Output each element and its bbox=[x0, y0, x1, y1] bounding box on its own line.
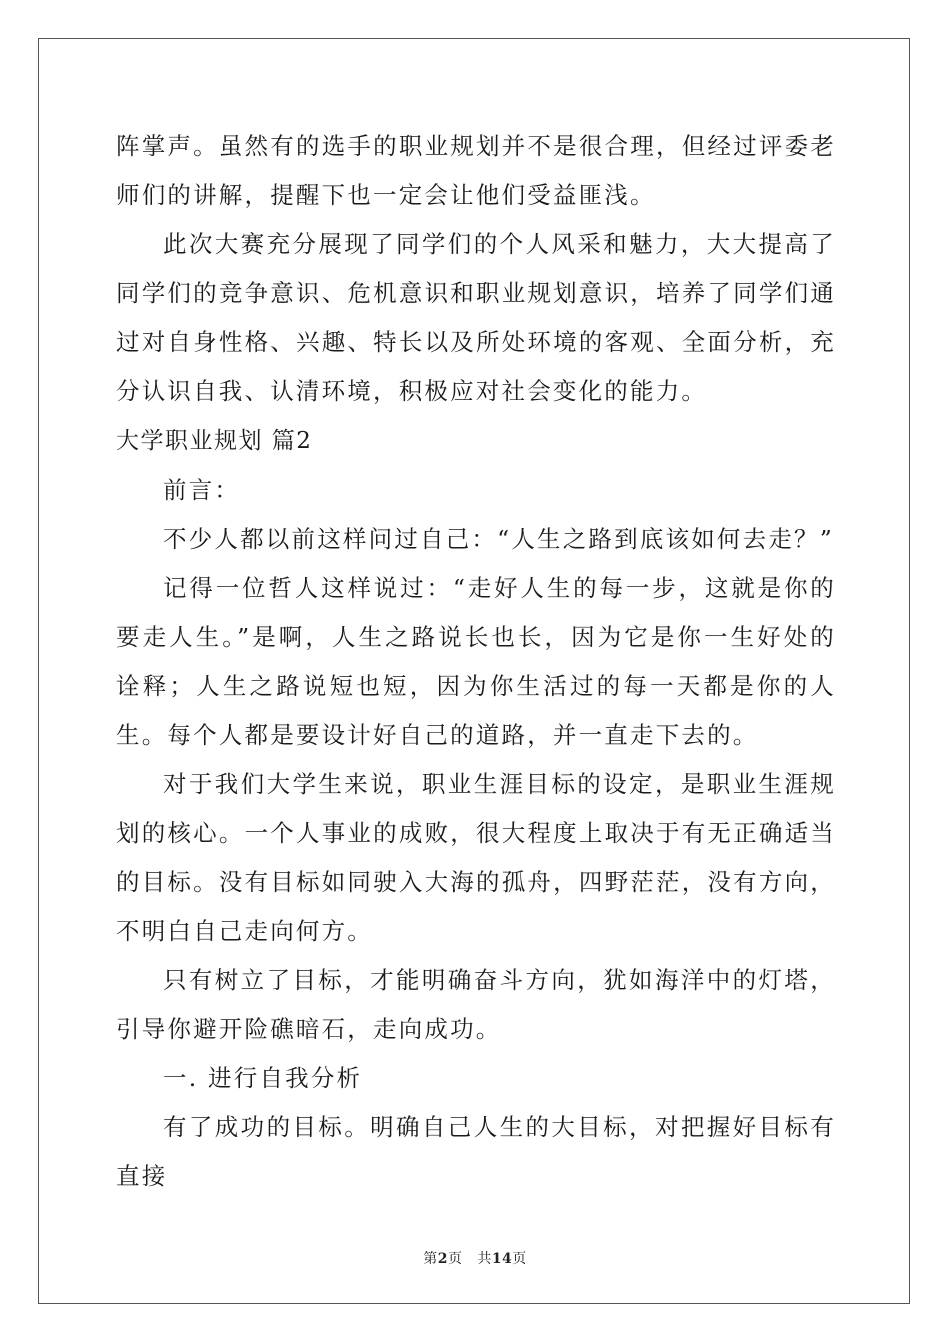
paragraph: 只有树立了目标，才能明确奋斗方向，犹如海洋中的灯塔，引导你避开险礁暗石，走向成功。 bbox=[116, 966, 836, 1043]
page-prefix: 第 bbox=[423, 1251, 438, 1267]
subsection-heading: 一. 进行自我分析 bbox=[163, 1064, 363, 1092]
page-footer bbox=[0, 1248, 950, 1268]
page-suffix: 页 bbox=[447, 1251, 463, 1267]
paragraph: 对于我们大学生来说，职业生涯目标的设定，是职业生涯规划的核心。一个人事业的成败，很大程度上取决于有无正确适当的目标。没有目标如同驶入大海的孤舟，四野茫茫，没有方向，不明白自己走向何方。 bbox=[116, 770, 836, 945]
section-heading: 大学职业规划 篇2 bbox=[116, 428, 313, 454]
page-number: 2 bbox=[437, 1251, 448, 1267]
total-prefix: 共 bbox=[477, 1251, 492, 1267]
paragraph: 阵掌声。虽然有的选手的职业规划并不是很合理，但经过评委老师们的讲解，提醒下也一定会让他们受益匪浅。 bbox=[116, 132, 836, 209]
document-body bbox=[116, 122, 836, 1201]
paragraph: 前言： bbox=[163, 476, 241, 504]
paragraph: 此次大赛充分展现了同学们的个人风采和魅力，大大提高了同学们的竞争意识、危机意识和职业规划意识，培养了同学们通过对自身性格、兴趣、特长以及所处环境的客观、全面分析，充分认识自我、认清环境，积极应对社会变化的能力。 bbox=[116, 230, 836, 405]
total-pages: 14 bbox=[491, 1251, 513, 1267]
total-suffix: 页 bbox=[512, 1251, 527, 1267]
paragraph: 有了成功的目标。明确自己人生的大目标，对把握好目标有直接 bbox=[116, 1113, 836, 1190]
paragraph: 不少人都以前这样问过自己：“人生之路到底该如何去走？” bbox=[163, 525, 834, 553]
paragraph: 记得一位哲人这样说过：“走好人生的每一步，这就是你的要走人生。”是啊，人生之路说长也长，因为它是你一生好处的诠释；人生之路说短也短，因为你生活过的每一天都是你的人生。每个人都是要设计好自己的道路，并一直走下去的。 bbox=[116, 574, 836, 749]
